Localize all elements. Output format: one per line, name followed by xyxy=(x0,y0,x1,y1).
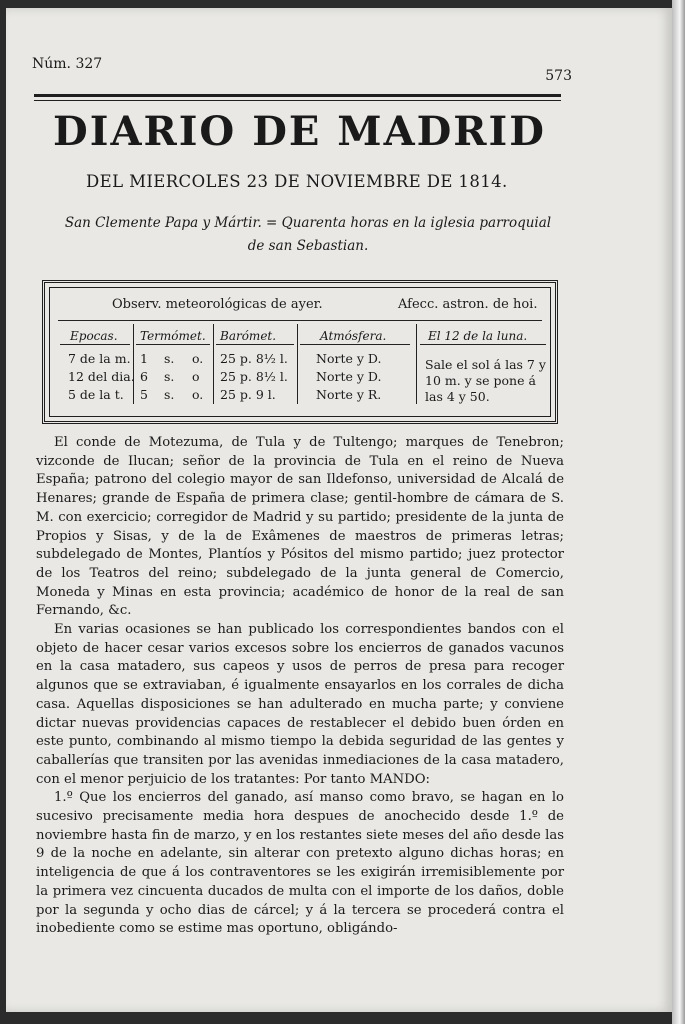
page-number: 573 xyxy=(545,68,572,84)
header-rule-thin xyxy=(34,100,561,101)
col-luna: El 12 de la luna. xyxy=(428,329,528,343)
weather-box xyxy=(42,280,558,424)
row1-epoca: 7 de la m. xyxy=(68,351,131,366)
page-edge xyxy=(672,0,685,1024)
article-paragraph-3: 1.º Que los encierros del ganado, así manso como bravo, se hagan en lo sucesivo precisamente media hora despues de anochecido desde 1.º de noviembre hasta fin de marzo, y en los restantes siete meses del año desde las 9 de la noche en adelante, sin alterar con pretexto alguno dichas horas; en inteligencia de que á los contraventores se les exigirán irremisiblemente por la primera vez cincuenta ducados de multa con el importe de los daños, doble por la segunda y ocho dias de cárcel; y á la tercera se procederá contra el inobediente como se estime mas oportuno, obligándo- xyxy=(36,790,564,937)
masthead-title: DIARIO DE MADRID xyxy=(53,108,546,155)
saint-line xyxy=(58,212,558,258)
row1-term-sign: s. xyxy=(164,351,175,366)
row2-barom: 25 p. 8½ l. xyxy=(220,369,288,384)
article-paragraph-2: En varias ocasiones se han publicado los correspondientes bandos con el objeto de hacer cesar varios excesos sobre los encierros de ganados vacunos en la casa matadero, sus capeos y usos de perros de presa para recoger algunos que se extraviaban, é igualmente ensayarlos en los corrales de dicha casa. Aquellas disposiciones se han adulterado en mucha parte; y conviene dictar nuevas providencias capaces de restablecer el debido buen órden en este punto, combinando al mismo tiempo la debida seguridad de las gentes y caballerías que transiten por las avenidas inmediaciones de la casa matadero, con el menor perjuicio de los tratantes: Por tanto MANDO: xyxy=(36,622,564,787)
row2-atmos: Norte y D. xyxy=(316,369,382,384)
row3-epoca: 5 de la t. xyxy=(68,387,124,402)
header-rule xyxy=(34,94,561,97)
col-divider xyxy=(133,324,134,404)
row1-term-deg: 1 xyxy=(140,351,148,366)
row1-barom: 25 p. 8½ l. xyxy=(220,351,288,366)
col-rule xyxy=(420,344,546,345)
weather-box-inner xyxy=(49,287,551,417)
col-atmosfera: Atmósfera. xyxy=(320,329,387,343)
col-barometro: Barómet. xyxy=(220,329,277,343)
issue-number: Núm. 327 xyxy=(32,56,103,72)
col-rule xyxy=(216,344,294,345)
article-body xyxy=(36,434,564,939)
date-line: DEL MIERCOLES 23 DE NOVIEMBRE DE 1814. xyxy=(86,172,508,191)
article-paragraph-1: El conde de Motezuma, de Tula y de Tultengo; marques de Tenebron; vizconde de Ilucan; señor de la provincia de Tula en el reino de Nueva España; patrono del colegio mayor de san Ildefonso, universidad de Alcalá de Henares; grande de España de primera clase; gentil-hombre de cámara de S. M. con exercicio; corregidor de Madrid y su partido; presidente de la junta de Propios y Sisas, y de la de Exâmenes de maestros de primeras letras; subdelegado de Montes, Plantíos y Pósitos del mismo partido; juez protector de los Teatros del reino; subdelegado de la junta general de Comercio, Moneda y Minas en esta provincia; académico de honor de la real de san Fernando, &c. xyxy=(36,435,564,619)
row2-term-deg: 6 xyxy=(140,369,148,384)
row2-epoca: 12 del dia. xyxy=(68,369,135,384)
row3-barom: 25 p. 9 l. xyxy=(220,387,276,402)
astro-heading: Afecc. astron. de hoi. xyxy=(398,297,538,312)
row3-term-sign: s. xyxy=(164,387,175,402)
col-rule xyxy=(136,344,210,345)
row2-term-sign: s. xyxy=(164,369,175,384)
col-divider xyxy=(297,324,298,404)
newspaper-page xyxy=(6,8,672,1012)
row3-term-deg: 5 xyxy=(140,387,148,402)
col-epocas: Epocas. xyxy=(70,329,118,343)
weather-heading: Observ. meteorológicas de ayer. xyxy=(112,297,323,312)
row1-term-frac: o. xyxy=(192,351,204,366)
col-divider xyxy=(416,324,417,404)
col-divider xyxy=(213,324,214,404)
row3-atmos: Norte y R. xyxy=(316,387,382,402)
row2-term-frac: o xyxy=(192,369,200,384)
weather-heading-rule xyxy=(58,320,542,321)
col-rule xyxy=(60,344,130,345)
saint-line-2: de san Sebastian. xyxy=(247,238,369,254)
row3-term-frac: o. xyxy=(192,387,204,402)
moon-sun-text: Sale el sol á las 7 y 10 m. y se pone á las 4 y 50. xyxy=(425,357,546,404)
row1-atmos: Norte y D. xyxy=(316,351,382,366)
col-rule xyxy=(300,344,410,345)
col-termometro: Termómet. xyxy=(140,329,206,343)
saint-line-1: San Clemente Papa y Mártir. = Quarenta horas en la iglesia parroquial xyxy=(64,215,552,231)
